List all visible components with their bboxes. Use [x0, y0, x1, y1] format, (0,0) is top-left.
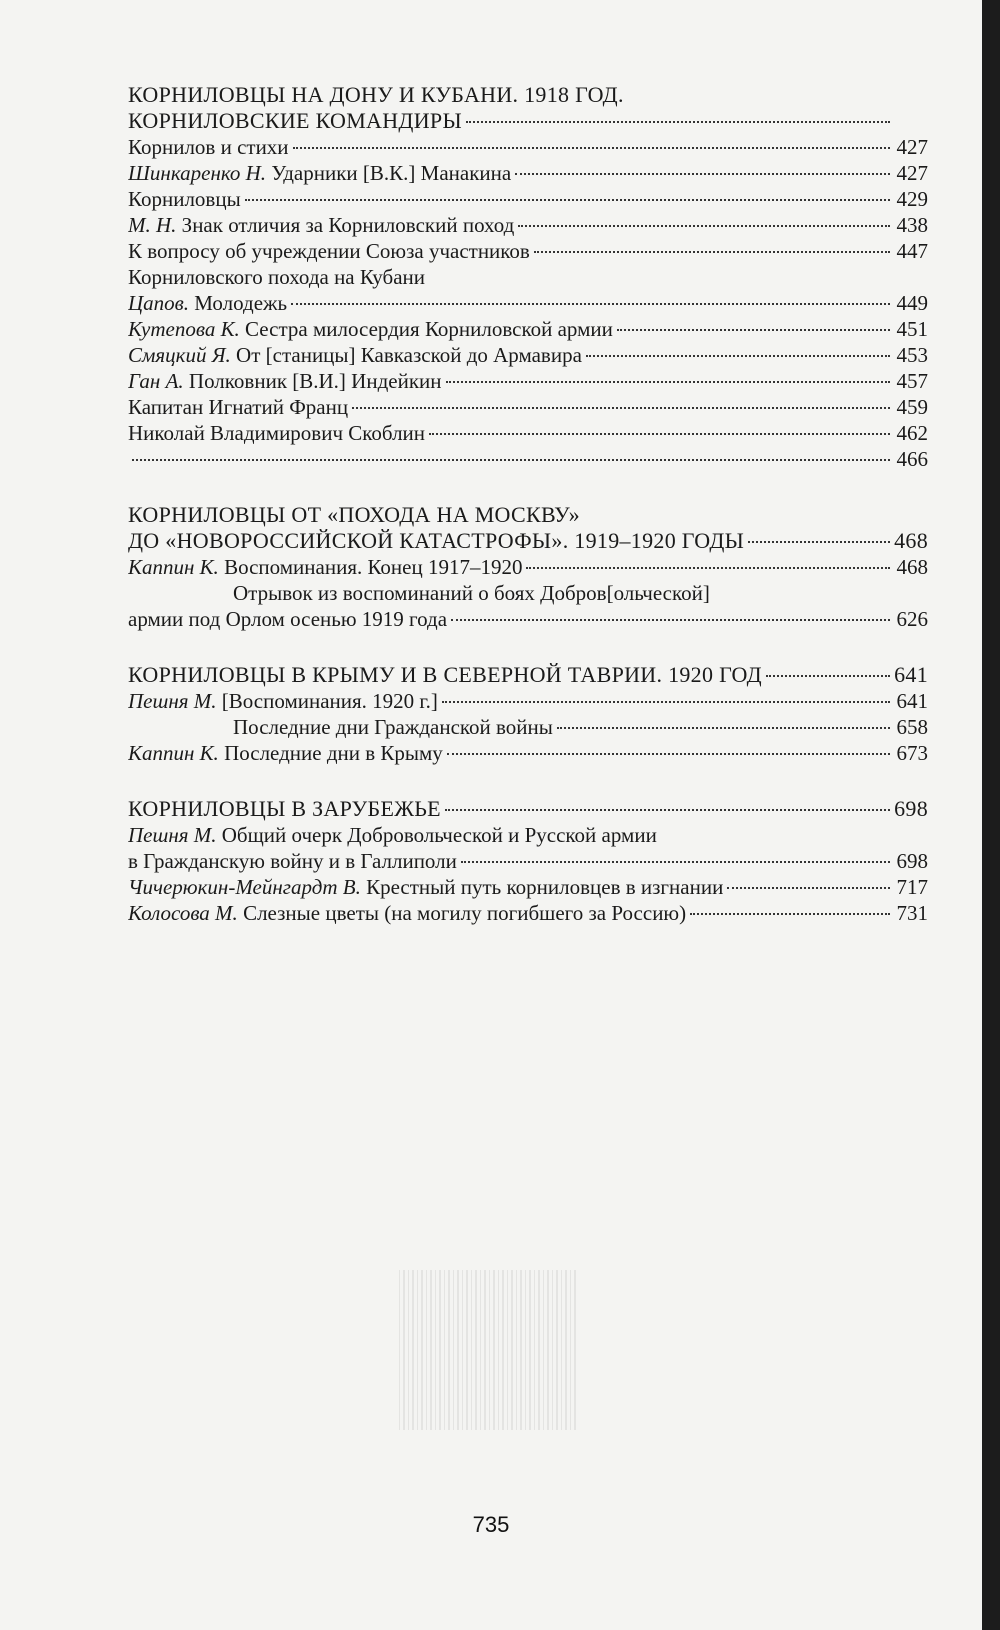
page-ref: 641	[894, 662, 928, 687]
section-gap	[128, 632, 928, 662]
page-ref: 468	[896, 555, 928, 579]
show-through-barcode	[396, 1270, 576, 1430]
entry-title: Крестный путь корниловцев в изгнании	[366, 875, 724, 899]
toc-entry	[128, 874, 928, 900]
entry-text	[128, 848, 457, 874]
dot-leader	[534, 251, 890, 253]
dot-leader	[526, 567, 890, 569]
toc-entry	[128, 580, 928, 606]
dot-leader	[748, 541, 890, 543]
entry-text	[128, 186, 241, 212]
entry-title: Полковник [В.И.] Индейкин	[188, 369, 442, 393]
dot-leader	[690, 913, 890, 915]
dot-leader	[132, 459, 890, 461]
entry-text	[128, 394, 348, 420]
page-ref: 429	[896, 187, 928, 211]
entry-text	[128, 420, 425, 446]
entry-author: Кутепова К.	[128, 317, 240, 341]
entry-title: Сестра милосердия Корниловской армии	[245, 317, 613, 341]
entry-title: Воспоминания. Конец 1917–1920	[224, 555, 523, 579]
dot-leader	[291, 303, 890, 305]
entry-text	[128, 822, 657, 848]
toc-entry	[128, 212, 928, 238]
page-ref: 462	[896, 421, 928, 445]
dot-leader	[442, 701, 890, 703]
section-title	[128, 502, 928, 528]
toc-entry	[128, 688, 928, 714]
entry-text	[233, 714, 553, 740]
toc-entry	[128, 186, 928, 212]
section-title-text: КОРНИЛОВЦЫ НА ДОНУ И КУБАНИ. 1918 ГОД.	[128, 82, 624, 107]
entry-text	[128, 160, 511, 186]
toc-entry	[128, 822, 928, 848]
dot-leader	[518, 225, 890, 227]
page-ref: 447	[896, 239, 928, 263]
dot-leader	[586, 355, 890, 357]
toc-entry	[128, 290, 928, 316]
section-title-text: КОРНИЛОВЦЫ В ЗАРУБЕЖЬЕ	[128, 796, 441, 821]
page-ref: 658	[896, 715, 928, 739]
page-ref: 459	[896, 395, 928, 419]
entry-title: Капитан Игнатий Франц	[128, 395, 349, 419]
dot-leader	[461, 861, 890, 863]
entry-author: М. Н.	[128, 213, 177, 237]
dot-leader	[515, 173, 890, 175]
entry-title: Корниловского похода на Кубани	[128, 265, 426, 289]
entry-text	[128, 900, 686, 926]
page-ref: 453	[896, 343, 928, 367]
entry-title: К вопросу об учреждении Союза участников	[128, 239, 530, 263]
section-title-text: КОРНИЛОВСКИЕ КОМАНДИРЫ	[128, 108, 462, 133]
entry-title: Ударники [В.К.] Манакина	[271, 161, 512, 185]
toc-entry	[128, 238, 928, 264]
dot-leader	[766, 675, 890, 677]
toc-entry	[128, 606, 928, 632]
entry-author: Шинкаренко Н.	[128, 161, 267, 185]
page-number: 735	[472, 1512, 510, 1537]
page-ref: 673	[896, 741, 928, 765]
page-ref: 468	[894, 528, 928, 553]
entry-text	[128, 606, 447, 632]
section-title	[128, 796, 928, 822]
entry-text	[128, 688, 438, 714]
entry-author: Пешня М.	[128, 823, 217, 847]
page-ref: 449	[896, 291, 928, 315]
toc-entry	[128, 134, 928, 160]
entry-author: Колосова М.	[128, 901, 238, 925]
toc-entry	[128, 740, 928, 766]
entry-title: Последние дни Гражданской войны	[233, 715, 553, 739]
page-ref: 466	[896, 447, 928, 471]
toc-entry	[128, 420, 928, 446]
dot-leader	[447, 753, 890, 755]
toc-entry	[128, 160, 928, 186]
entry-title: Корнилов и стихи	[128, 135, 289, 159]
entry-text	[128, 134, 289, 160]
entry-text	[128, 264, 425, 290]
entry-text	[128, 368, 442, 394]
entry-text	[128, 212, 514, 238]
entry-text	[128, 342, 582, 368]
entry-author: Смяцкий Я.	[128, 343, 231, 367]
entry-text	[128, 874, 723, 900]
toc-entry	[128, 848, 928, 874]
section-gap	[128, 472, 928, 502]
section-title	[128, 108, 928, 134]
toc-entry	[128, 342, 928, 368]
entry-text	[233, 580, 710, 606]
page-ref: 698	[896, 849, 928, 873]
dot-leader	[557, 727, 890, 729]
section-title	[128, 528, 928, 554]
section-title-text: ДО «НОВОРОССИЙСКОЙ КАТАСТРОФЫ». 1919–1920 ГОДЫ	[128, 528, 745, 553]
dot-leader	[451, 619, 890, 621]
entry-text	[128, 316, 613, 342]
entry-author: Каппин К.	[128, 555, 219, 579]
entry-author: Чичерюкин-Мейнгардт В.	[128, 875, 361, 899]
page-ref: 438	[896, 213, 928, 237]
toc-entry	[128, 316, 928, 342]
page-ref: 731	[896, 901, 928, 925]
entry-title: [Воспоминания. 1920 г.]	[221, 689, 438, 713]
toc-entry	[128, 446, 928, 472]
entry-title: в Гражданскую войну и в Галлиполи	[128, 849, 457, 873]
page-ref: 427	[896, 161, 928, 185]
table-of-contents	[128, 82, 928, 926]
toc-entry	[128, 368, 928, 394]
entry-text	[128, 290, 287, 316]
toc-entry	[128, 714, 928, 740]
page-ref: 451	[896, 317, 928, 341]
entry-title: Отрывок из воспоминаний о боях Добров[ольческой]	[233, 581, 710, 605]
entry-title: Корниловцы	[128, 187, 241, 211]
entry-title: Последние дни в Крыму	[224, 741, 443, 765]
toc-entry	[128, 394, 928, 420]
page-ref: 457	[896, 369, 928, 393]
dot-leader	[466, 121, 890, 123]
entry-title: Знак отличия за Корниловский поход	[181, 213, 515, 237]
page-ref: 717	[896, 875, 928, 899]
dot-leader	[446, 381, 890, 383]
section-title-text: КОРНИЛОВЦЫ В КРЫМУ И В СЕВЕРНОЙ ТАВРИИ. 1920 ГОД	[128, 662, 762, 687]
entry-title: Общий очерк Добровольческой и Русской армии	[221, 823, 657, 847]
dot-leader	[617, 329, 890, 331]
entry-author: Каппин К.	[128, 741, 219, 765]
entry-title: Слезные цветы (на могилу погибшего за Россию)	[243, 901, 687, 925]
dot-leader	[352, 407, 890, 409]
section-title	[128, 82, 928, 108]
entry-text	[128, 238, 530, 264]
dot-leader	[727, 887, 890, 889]
toc-entry	[128, 554, 928, 580]
page-ref: 698	[894, 796, 928, 821]
section-title-text: КОРНИЛОВЦЫ ОТ «ПОХОДА НА МОСКВУ»	[128, 502, 580, 527]
entry-author: Пешня М.	[128, 689, 217, 713]
entry-author: Ган А.	[128, 369, 184, 393]
page-ref: 641	[896, 689, 928, 713]
toc-entry	[128, 900, 928, 926]
dot-leader	[445, 809, 890, 811]
section-gap	[128, 766, 928, 796]
toc-entry	[128, 264, 928, 290]
dot-leader	[429, 433, 890, 435]
entry-title: армии под Орлом осенью 1919 года	[128, 607, 448, 631]
entry-text	[128, 554, 522, 580]
entry-title: Николай Владимирович Скоблин	[128, 421, 426, 445]
section-title	[128, 662, 928, 688]
page-ref: 427	[896, 135, 928, 159]
entry-title: От [станицы] Кавказской до Армавира	[236, 343, 582, 367]
entry-text	[128, 740, 443, 766]
dot-leader	[293, 147, 890, 149]
entry-title: Молодежь	[194, 291, 288, 315]
dot-leader	[245, 199, 890, 201]
page-ref: 626	[896, 607, 928, 631]
entry-author: Цапов.	[128, 291, 190, 315]
